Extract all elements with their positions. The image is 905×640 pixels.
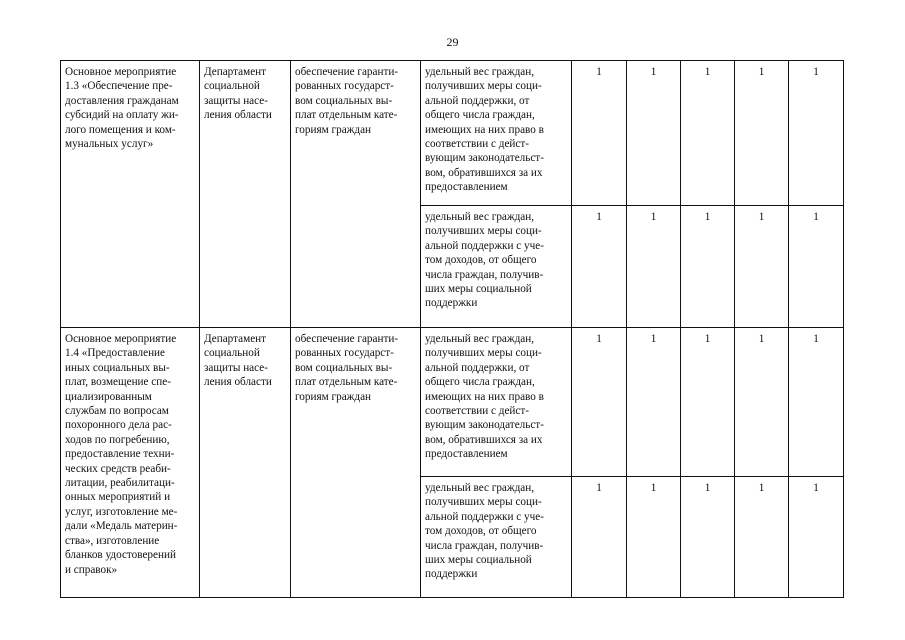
event-cell: [61, 61, 200, 328]
indicator-name: удельный вес граждан, получивших меры соци- альной поддержки, от общего числа граждан, имеющих на них право в соответствии с дейст- вующим законодательст- вом, обратившихся за их предоставлением: [425, 66, 544, 194]
value-cell: 1: [735, 206, 789, 328]
event-name: Основное мероприятие 1.4 «Предоставление иных социальных вы- плат, возмещение спе- циализированным службам по вопросам похоронного дела рас- ходов по погребению, предоставление техни- ческих средств реаби- литации, реабилитаци- онных мероприятий и услуг, изготовление ме- дали «Медаль материн- ства», изготовление бланков удостоверений и справок»: [65, 333, 178, 576]
indicator-name: удельный вес граждан, получивших меры соци- альной поддержки с уче- том доходов, от общего числа граждан, получив- ших меры социальной поддержки: [425, 482, 544, 581]
expected-result: обеспечение гаранти- рованных государст- вом социальных вы- плат отдельным кате- гориям граждан: [295, 66, 399, 136]
table-row: [61, 328, 844, 477]
page-number: 29: [446, 35, 459, 49]
indicator-name: удельный вес граждан, получивших меры соци- альной поддержки с уче- том доходов, от общего числа граждан, получив- ших меры социальной поддержки: [425, 211, 544, 310]
value-cell: 1: [789, 206, 844, 328]
value-cell: 1: [681, 206, 735, 328]
value-cell: 1: [627, 328, 681, 477]
value-cell: 1: [735, 61, 789, 206]
table-row: [61, 61, 844, 206]
value-cell: 1: [681, 328, 735, 477]
value-cell: 1: [627, 61, 681, 206]
indicator-cell: [421, 61, 572, 206]
value-cell: 1: [789, 477, 844, 598]
value-cell: 1: [735, 477, 789, 598]
executor-name: Департамент социальной защиты насе- ления области: [204, 333, 272, 389]
indicator-cell: [421, 206, 572, 328]
value-cell: 1: [735, 328, 789, 477]
indicator-cell: [421, 477, 572, 598]
value-cell: 1: [572, 61, 627, 206]
value-cell: 1: [789, 61, 844, 206]
executor-name: Департамент социальной защиты насе- ления области: [204, 66, 272, 122]
value-cell: 1: [681, 477, 735, 598]
value-cell: 1: [627, 477, 681, 598]
executor-cell: [200, 61, 291, 328]
value-cell: 1: [572, 477, 627, 598]
value-cell: 1: [789, 328, 844, 477]
value-cell: 1: [572, 328, 627, 477]
indicator-name: удельный вес граждан, получивших меры соци- альной поддержки, от общего числа граждан, имеющих на них право в соответствии с дейст- вующим законодательст- вом, обратившихся за их предоставлением: [425, 333, 544, 461]
result-cell: [291, 328, 421, 598]
event-cell: [61, 328, 200, 598]
executor-cell: [200, 328, 291, 598]
expected-result: обеспечение гаранти- рованных государст- вом социальных вы- плат отдельным кате- гориям граждан: [295, 333, 399, 403]
program-table: [60, 60, 844, 598]
value-cell: 1: [627, 206, 681, 328]
value-cell: 1: [572, 206, 627, 328]
value-cell: 1: [681, 61, 735, 206]
result-cell: [291, 61, 421, 328]
event-name: Основное мероприятие 1.3 «Обеспечение пре- доставления гражданам субсидий на оплату жи- лого помещения и ком- мунальных услуг»: [65, 66, 179, 151]
indicator-cell: [421, 328, 572, 477]
